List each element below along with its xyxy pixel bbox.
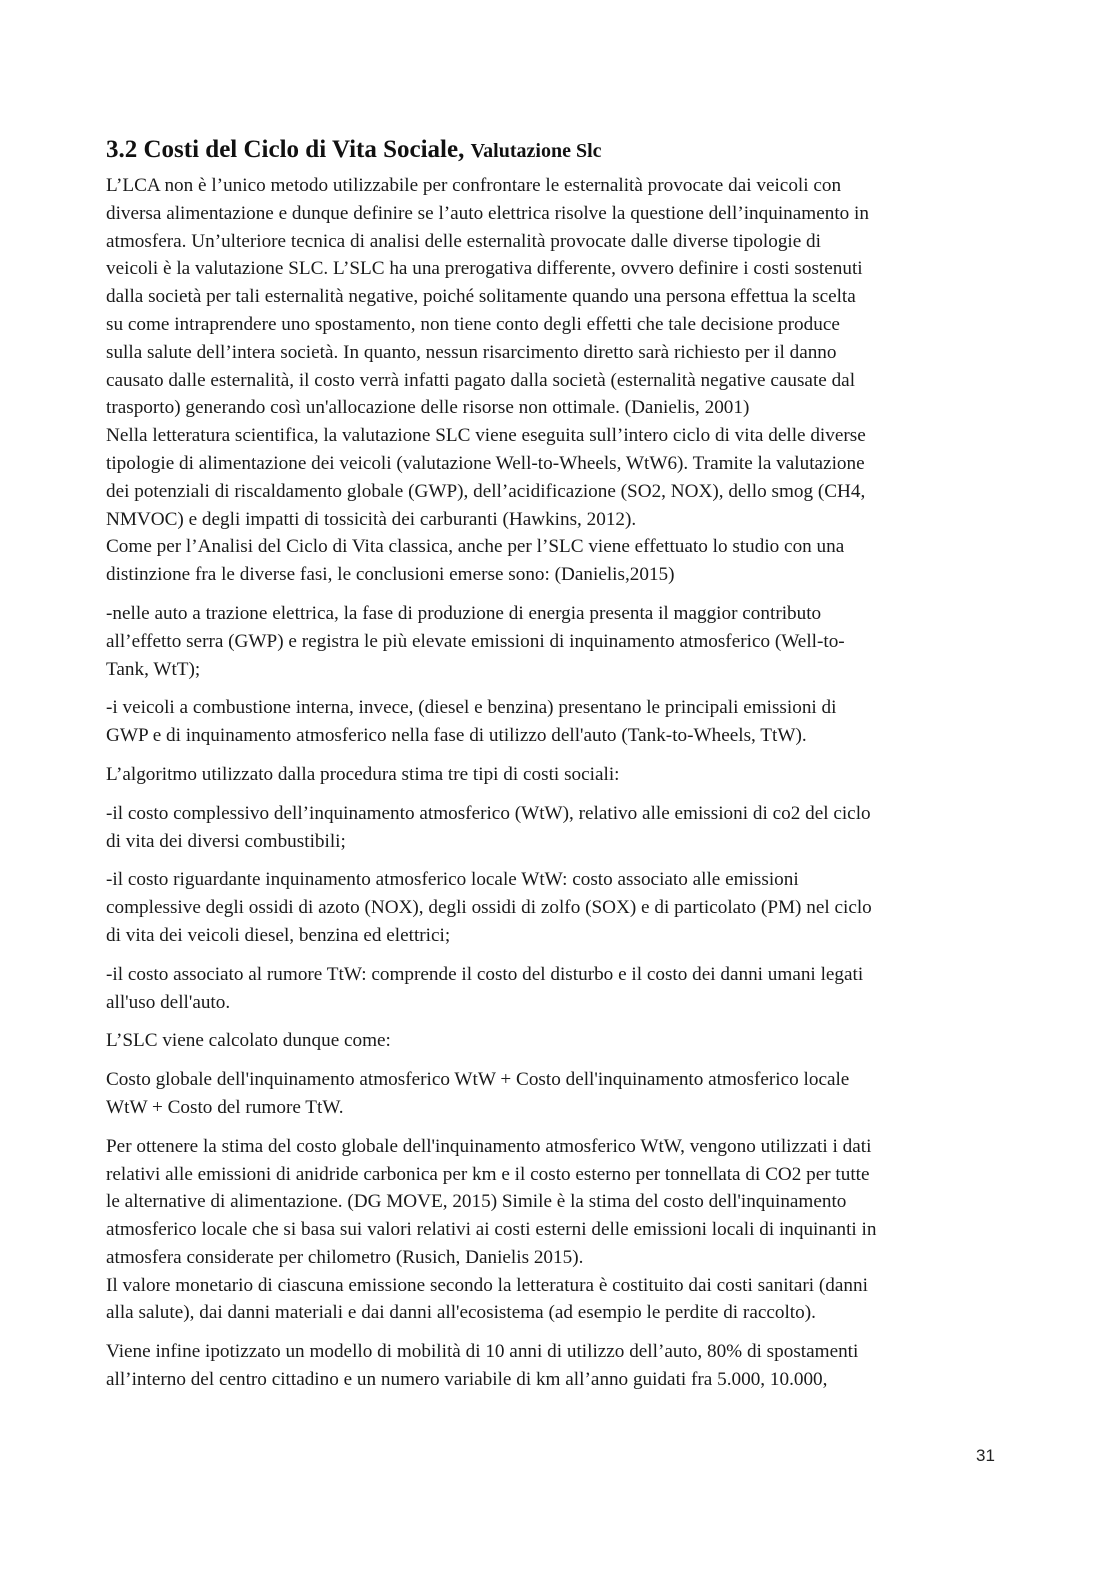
text-line: -il costo complessivo dell’inquinamento atmosferico (WtW), relativo alle emissioni di co2 del ciclo <box>106 802 871 824</box>
section-heading <box>106 133 1006 168</box>
text-line: di vita dei veicoli diesel, benzina ed elettrici; <box>106 924 451 946</box>
text-line: atmosferico locale che si basa sui valori relativi ai costi esterni delle emissioni locali di inquinanti in <box>106 1219 877 1241</box>
paragraph-mobility-model <box>106 1338 1006 1394</box>
text-line: sulla salute dell’intera società. In quanto, nessun risarcimento diretto sarà richiesto per il danno <box>106 341 837 363</box>
text-line: distinzione fra le diverse fasi, le conclusioni emerse sono: (Danielis,2015) <box>106 564 675 586</box>
text-line: Per ottenere la stima del costo globale dell'inquinamento atmosferico WtW, vengono utilizzati i dati <box>106 1135 872 1157</box>
paragraph-slc-intro <box>106 1027 1006 1055</box>
text-line: Costo globale dell'inquinamento atmosferico WtW + Costo dell'inquinamento atmosferico locale <box>106 1069 850 1091</box>
text-line: L’algoritmo utilizzato dalla procedura stima tre tipi di costi sociali: <box>106 763 620 785</box>
text-line: -nelle auto a trazione elettrica, la fase di produzione di energia presenta il maggior contributo <box>106 602 822 624</box>
text-line: WtW + Costo del rumore TtW. <box>106 1096 344 1118</box>
section-heading-sub: Valutazione Slc <box>470 140 602 162</box>
text-line: L’SLC viene calcolato dunque come: <box>106 1030 391 1052</box>
text-line: L’LCA non è l’unico metodo utilizzabile per confrontare le esternalità provocate dai veicoli con <box>106 175 842 196</box>
text-line: Tank, WtT); <box>106 658 201 680</box>
text-line: diversa alimentazione e dunque definire se l’auto elettrica risolve la questione dell’inquinamento in <box>106 202 869 224</box>
text-line: tipologie di alimentazione dei veicoli (valutazione Well-to-Wheels, WtW6). Tramite la valutazione <box>106 452 865 474</box>
text-line: complessive degli ossidi di azoto (NOX), degli ossidi di zolfo (SOX) e di particolato (PM) nel ciclo <box>106 897 872 919</box>
text-line: Come per l’Analisi del Ciclo di Vita classica, anche per l’SLC viene effettuato lo studio con una <box>106 536 845 558</box>
section-heading-main: 3.2 Costi del Ciclo di Vita Sociale, <box>106 136 465 163</box>
text-line: veicoli è la valutazione SLC. L’SLC ha una prerogativa differente, ovvero definire i costi sostenuti <box>106 258 863 280</box>
paragraph-intro <box>106 172 1006 589</box>
text-line: su come intraprendere uno spostamento, non tiene conto degli effetti che tale decisione produce <box>106 313 840 335</box>
text-line: atmosfera considerate per chilometro (Rusich, Danielis 2015). <box>106 1246 584 1268</box>
paragraph-combustion-bullet <box>106 694 1006 750</box>
text-line: atmosfera. Un’ulteriore tecnica di analisi delle esternalità provocate dalle diverse tipologie di <box>106 230 821 252</box>
paragraph-slc-formula <box>106 1066 1006 1122</box>
text-line: -il costo associato al rumore TtW: comprende il costo del disturbo e il costo dei danni umani legati <box>106 963 864 985</box>
text-line: dalla società per tali esternalità negative, poiché solitamente quando una persona effettua la scelta <box>106 286 856 308</box>
text-line: NMVOC) e degli impatti di tossicità dei carburanti (Hawkins, 2012). <box>106 508 637 530</box>
text-line: -il costo riguardante inquinamento atmosferico locale WtW: costo associato alle emissioni <box>106 869 799 891</box>
text-line: relativi alle emissioni di anidride carbonica per km e il costo esterno per tonnellata di CO2 per tutte <box>106 1163 870 1185</box>
text-line: causato dalle esternalità, il costo verrà infatti pagato dalla società (esternalità negative causate dal <box>106 369 856 391</box>
text-line: GWP e di inquinamento atmosferico nella fase di utilizzo dell'auto (Tank-to-Wheels, TtW). <box>106 725 807 747</box>
text-line: trasporto) generando così un'allocazione delle risorse non ottimale. (Danielis, 2001) <box>106 397 750 419</box>
text-line: Nella letteratura scientifica, la valutazione SLC viene eseguita sull’intero ciclo di vita delle diverse <box>106 425 866 447</box>
paragraph-noise-cost-bullet <box>106 961 1006 1017</box>
paragraph-local-cost-bullet <box>106 866 1006 949</box>
paragraph-estimation <box>106 1133 1006 1328</box>
text-line: all’interno del centro cittadino e un numero variabile di km all’anno guidati fra 5.000, 10.000, <box>106 1369 828 1391</box>
text-line: all’effetto serra (GWP) e registra le più elevate emissioni di inquinamento atmosferico (Well-to- <box>106 630 845 652</box>
text-line: Il valore monetario di ciascuna emissione secondo la letteratura è costituito dai costi sanitari (danni <box>106 1274 868 1296</box>
page-number: 31 <box>976 1446 995 1465</box>
text-line: all'uso dell'auto. <box>106 991 231 1013</box>
text-line: di vita dei diversi combustibili; <box>106 830 346 852</box>
text-line: -i veicoli a combustione interna, invece, (diesel e benzina) presentano le principali emissioni di <box>106 697 837 719</box>
text-line: alla salute), dai danni materiali e dai danni all'ecosistema (ad esempio le perdite di raccolto). <box>106 1302 816 1324</box>
text-line: Viene infine ipotizzato un modello di mobilità di 10 anni di utilizzo dell’auto, 80% di spostamenti <box>106 1341 859 1363</box>
text-line: dei potenziali di riscaldamento globale (GWP), dell’acidificazione (SO2, NOX), dello smog (CH4, <box>106 480 866 502</box>
paragraph-global-cost-bullet <box>106 800 1006 856</box>
page-content <box>106 133 1006 1394</box>
paragraph-electric-bullet <box>106 600 1006 683</box>
paragraph-algorithm <box>106 761 1006 789</box>
text-line: le alternative di alimentazione. (DG MOVE, 2015) Simile è la stima del costo dell'inquinamento <box>106 1191 847 1213</box>
